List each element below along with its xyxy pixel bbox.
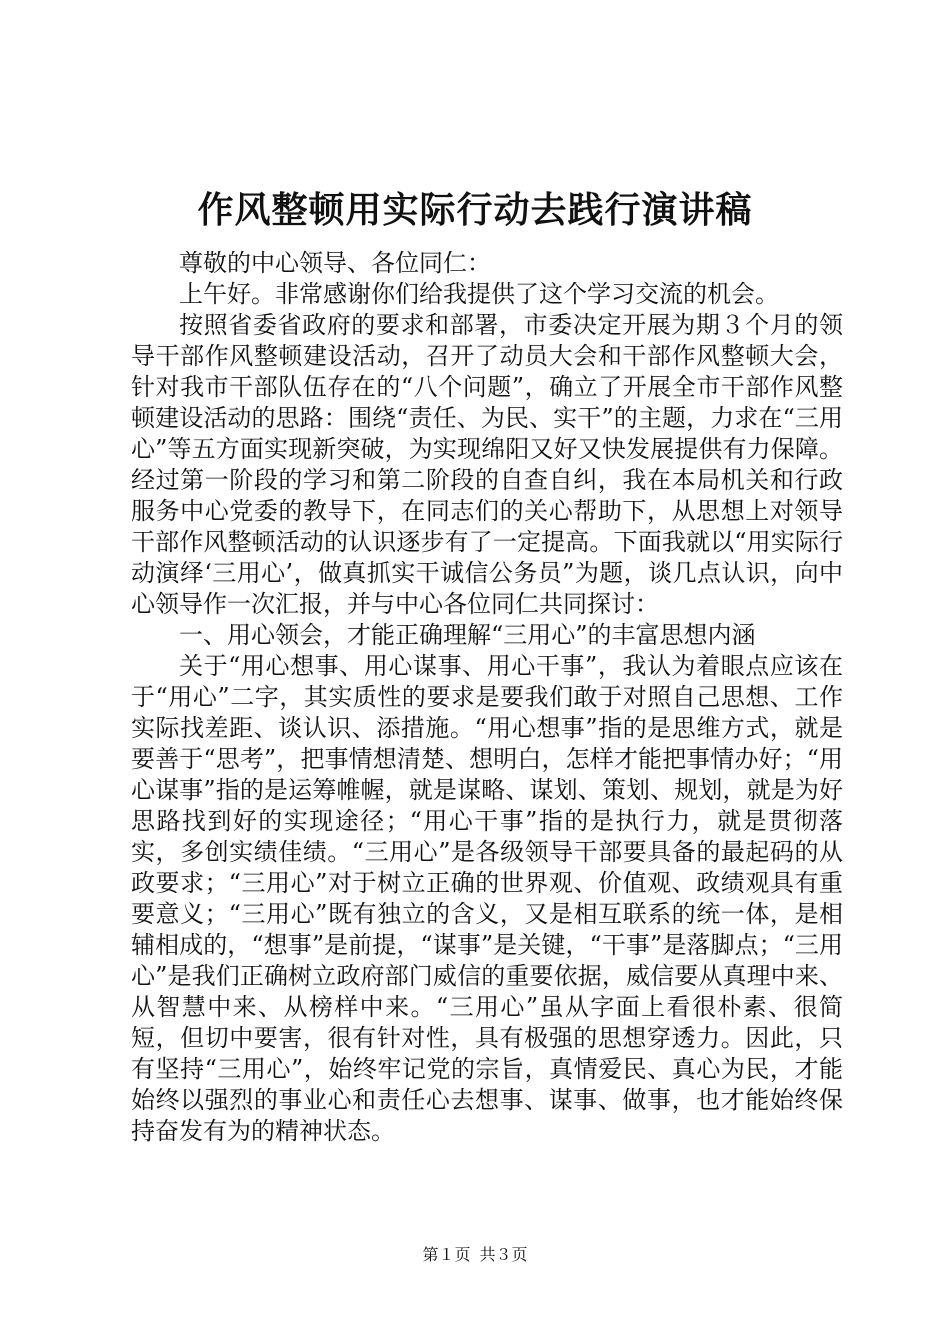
document-body [131, 248, 843, 1147]
page-footer [0, 1244, 950, 1266]
document-title: 作风整顿用实际行动去践行演讲稿 [197, 189, 753, 231]
greeting: 尊敬的中心领导、各位同仁： [179, 249, 491, 277]
page-number: 第１页 [422, 1245, 471, 1264]
section-heading-one: 一、用心领会，才能正确理解“三用心”的丰富思想内涵 [179, 621, 756, 649]
paragraph-background: 按照省委省政府的要求和部署，市委决定开展为期３个月的领导干部作风整顿建设活动，召开了动员大会和干部作风整顿大会，针对我市干部队伍存在的“八个问题”，确立了开展全市干部作风整顿建设活动的思路：围绕“责任、为民、实干”的主题，力求在“三用心”等五方面实现新突破，为实现绵阳又好又快发展提供有力保障。经过第一阶段的学习和第二阶段的自查自纠，我在本局机关和行政服务中心党委的教导下，在同志们的关心帮助下，从思想上对领导干部作风整顿活动的认识逐步有了一定提高。下面我就以“用实际行动演绎‘三用心’，做真抓实干诚信公务员”为题，谈几点认识，向中心领导作一次汇报，并与中心各位同仁共同探讨： [131, 311, 843, 618]
paragraph-opening: 上午好。非常感谢你们给我提供了这个学习交流的机会。 [179, 280, 779, 308]
paragraph-three-care: 关于“用心想事、用心谋事、用心干事”，我认为着眼点应该在于“用心”二字，其实质性的要求是要我们敢于对照自己思想、工作实际找差距、谈认识、添措施。“用心想事”指的是思维方式，就是要善于“思考”，把事情想清楚、想明白，怎样才能把事情办好；“用心谋事”指的是运筹帷幄，就是谋略、谋划、策划、规划，就是为好思路找到好的实现途径；“用心干事”指的是执行力，就是贯彻落实，多创实绩佳绩。“三用心”是各级领导干部要具备的最起码的从政要求；“三用心”对于树立正确的世界观、价值观、政绩观具有重要意义；“三用心”既有独立的含义，又是相互联系的统一体，是相辅相成的，“想事”是前提，“谋事”是关键，“干事”是落脚点；“三用心”是我们正确树立政府部门威信的重要依据，威信要从真理中来、从智慧中来、从榜样中来。“三用心”虽从字面上看很朴素、很简短，但切中要害，很有针对性，具有极强的思想穿透力。因此，只有坚持“三用心”，始终牢记党的宗旨，真情爱民、真心为民，才能始终以强烈的事业心和责任心去想事、谋事、做事，也才能始终保持奋发有为的精神状态。 [131, 652, 843, 1145]
page-total: 共３页 [479, 1245, 528, 1264]
